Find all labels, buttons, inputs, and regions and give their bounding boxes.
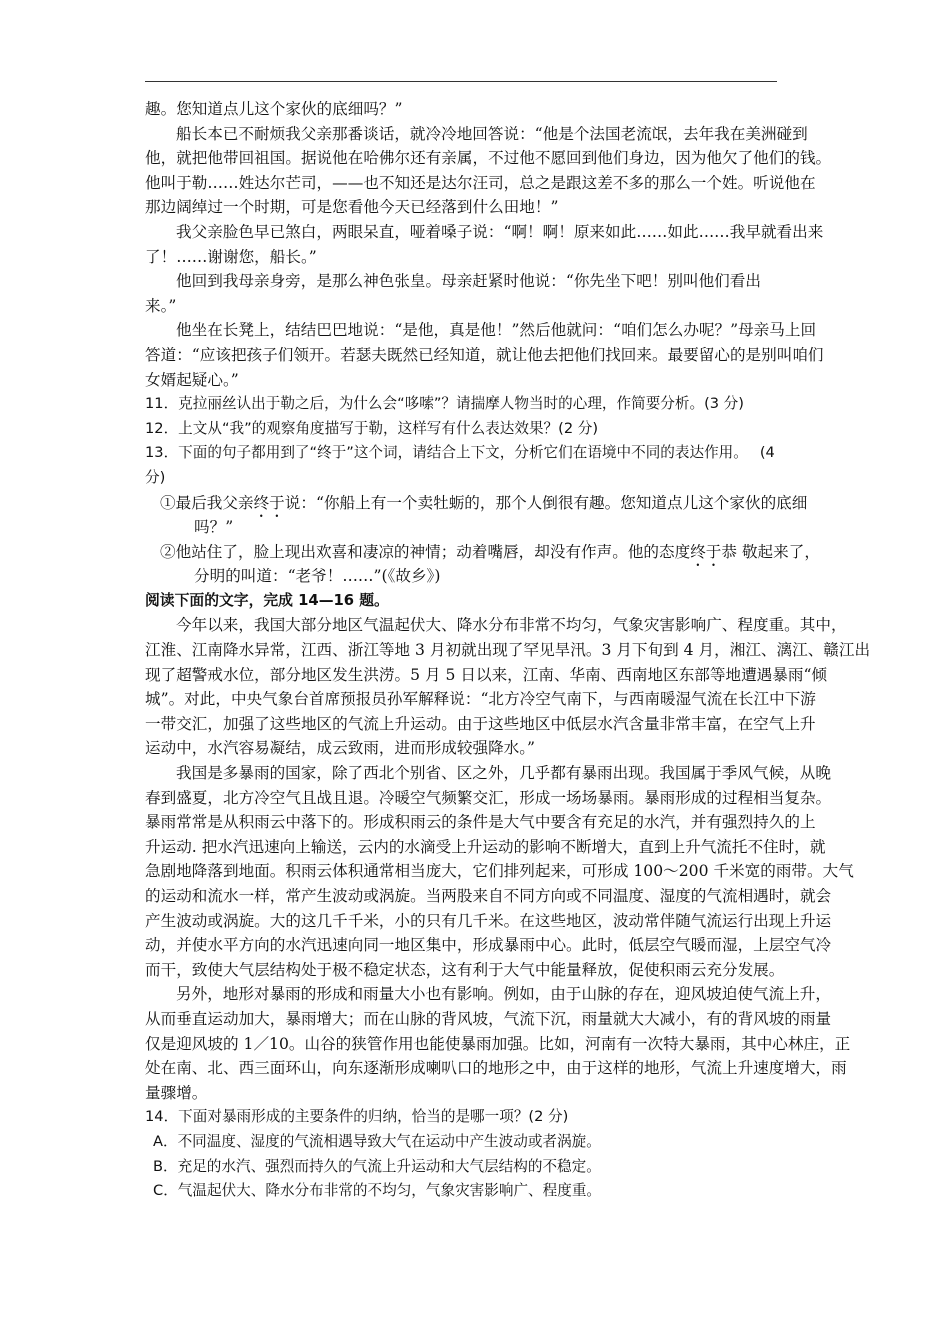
option-a: A．不同温度、湿度的气流相遇导致大气在运动中产生波动或者涡旋。 (153, 1132, 601, 1150)
paragraph-line: 急剧地降落到地面。积雨云体积通常相当庞大，它们排列起来，可形成 100～200 千米宽的雨带。大气 (145, 862, 854, 881)
header-rule (145, 81, 777, 82)
paragraph-line: 那边阔绰过一个时期，可是您看他今天已经落到什么田地！” (145, 198, 559, 217)
question-13-sentence-1-cont: 吗？” (194, 518, 234, 537)
sentence-1-before: ①最后我父亲 (160, 493, 254, 512)
paragraph-line: 运动中，水汽容易凝结，成云致雨，进而形成较强降水。” (145, 739, 536, 758)
question-13-sentence-2-cont: 分明的叫道：“老爷！……”(《故乡》) (194, 567, 441, 586)
paragraph-line: 处在南、北、西三面环山，向东逐渐形成喇叭口的地形之中，由于这样的地形，气流上升速度增大，雨 (145, 1059, 847, 1078)
paragraph-line: 另外，地形对暴雨的形成和雨量大小也有影响。例如，由于山脉的存在，迎风坡迫使气流上升， (176, 985, 831, 1004)
paragraph-line: 的运动和流水一样，常产生波动或涡旋。当两股来自不同方向或不同温度、湿度的气流相遇时，就会 (145, 887, 832, 905)
sentence-2-emphasis: 终于 (690, 542, 722, 561)
passage-2 (145, 613, 871, 1105)
paragraph-line: 一带交汇，加强了这些地区的气流上升运动。由于这些地区中低层水汽含量非常丰富，在空气上升 (145, 714, 816, 733)
sentence-2-before: ②他站住了，脸上现出欢喜和凄凉的神情；动着嘴唇，却没有作声。他的态度 (160, 542, 691, 561)
question-12: 12．上文从“我”的观察角度描写于勒，这样写有什么表达效果？(2 分) (145, 419, 599, 437)
paragraph-line: 他坐在长凳上，结结巴巴地说：“是他，真是他！”然后他就问：“咱们怎么办呢？”母亲马上回 (176, 321, 817, 340)
paragraph-line: 趣。您知道点儿这个家伙的底细吗？” (145, 100, 403, 118)
paragraph-line: 现了超警戒水位，部分地区发生洪涝。5 月 5 日以来，江南、华南、西南地区东部等地遭遇暴雨“倾 (145, 665, 828, 684)
question-13-text: 13．下面的句子都用到了“终于”这个词，请结合上下文，分析它们在语境中不同的表达作用。 (145, 444, 748, 462)
paragraph-line: 春到盛夏，北方冷空气且战且退。冷暖空气频繁交汇，形成一场场暴雨。暴雨形成的过程相当复杂。 (145, 788, 832, 807)
paragraph-line: 船长本已不耐烦我父亲那番谈话，就冷冷地回答说：“他是个法国老流氓，去年我在美洲碰到 (176, 124, 808, 143)
questions-11-13 (145, 392, 865, 589)
question-13-sentence-2 (145, 540, 865, 565)
paragraph-line: 了！……谢谢您，船长。” (145, 247, 317, 266)
question-13-sentence-1 (145, 491, 865, 516)
paragraph-line: 暴雨常常是从积雨云中落下的。形成积雨云的条件是大气中要含有充足的水汽，并有强烈持久的上 (145, 813, 816, 832)
paragraph-line: 他，就把他带回祖国。据说他在哈佛尔还有亲属，不过他不愿回到他们身边，因为他欠了他们的钱。 (145, 149, 832, 168)
paragraph-line: 来。” (145, 296, 177, 315)
question-13 (145, 441, 865, 466)
paragraph-line: 他回到我母亲身旁，是那么神色张皇。母亲赶紧时他说：“你先坐下吧！别叫他们看出 (176, 272, 761, 291)
paragraph-line: 而干，致使大气层结构处于极不稳定状态，这有利于大气中能量释放，促使积雨云充分发展。 (145, 960, 785, 979)
passage-1 (145, 97, 865, 392)
question-11: 11．克拉丽丝认出于勒之后，为什么会“哆嗦”？请揣摩人物当时的心理，作简要分析。(3 分) (145, 395, 744, 413)
paragraph-line: 他叫于勒……姓达尔芒司，——也不知还是达尔汪司，总之是跟这差不多的那么一个姓。听说他在 (145, 173, 816, 192)
paragraph-line: 量骤增。 (145, 1083, 208, 1102)
paragraph-line: 动，并使水平方向的水汽迅速向同一地区集中，形成暴雨中心。此时，低层空气暖而湿，上层空气冷 (145, 936, 832, 955)
option-b: B．充足的水汽、强烈而持久的气流上升运动和大气层结构的不稳定。 (153, 1157, 601, 1175)
paragraph-line: 城”。对此，中央气象台首席预报员孙军解释说：“北方冷空气南下，与西南暖湿气流在长江中下游 (145, 690, 816, 709)
question-14-stem: 14．下面对暴雨形成的主要条件的归纳，恰当的是哪一项？(2 分) (145, 1108, 569, 1126)
sentence-1-emphasis: 终于 (253, 493, 285, 512)
question-13-score-cont: 分) (145, 468, 166, 486)
paragraph-line: 从而垂直运动加大，暴雨增大；而在山脉的背风坡，气流下沉，雨量就大大减小，有的背风坡的雨量 (145, 1009, 832, 1028)
question-13-score: (4 (759, 444, 775, 462)
paragraph-line: 答道：“应该把孩子们领开。若瑟夫既然已经知道，就让他去把他们找回来。最要留心的是别叫咱们 (145, 345, 824, 364)
option-c: C．气温起伏大、降水分布非常的不均匀，气象灾害影响广、程度重。 (153, 1182, 602, 1200)
section-2-title: 阅读下面的文字，完成 14—16 题。 (145, 591, 389, 609)
paragraph-line: 女婿起疑心。” (145, 370, 239, 389)
paragraph-line: 升运动. 把水汽迅速向上输送，云内的水滴受上升运动的影响不断增大，直到上升气流托不住时，就 (145, 837, 826, 856)
paragraph-line: 江淮、江南降水异常，江西、浙江等地 3 月初就出现了罕见旱汛。3 月下旬到 4 月，湘江、漓江、赣江出 (145, 641, 871, 660)
paragraph-line: 我父亲脸色早已煞白，两眼呆直，哑着嗓子说：“啊！啊！原来如此……如此……我早就看出来 (176, 222, 824, 241)
paragraph-line: 仅是迎风坡的 1／10。山谷的狭管作用也能使暴雨加强。比如，河南有一次特大暴雨，其中心林庄，正 (145, 1034, 851, 1053)
paragraph-line: 今年以来，我国大部分地区气温起伏大、降水分布非常不均匀，气象灾害影响广、程度重。其中， (176, 616, 847, 635)
sentence-1-after: 说：“你船上有一个卖牡蛎的，那个人倒很有趣。您知道点儿这个家伙的底细 (284, 493, 808, 512)
page-content (145, 97, 871, 1204)
paragraph-line: 产生波动或涡旋。大的这几千千米，小的只有几千米。在这些地区，波动常伴随气流运行出现上升运 (145, 911, 832, 930)
question-14 (145, 1105, 865, 1203)
sentence-2-after: 恭 敬起来了， (721, 542, 820, 561)
paragraph-line: 我国是多暴雨的国家，除了西北个别省、区之外，几乎都有暴雨出现。我国属于季风气候，从晚 (176, 764, 831, 783)
